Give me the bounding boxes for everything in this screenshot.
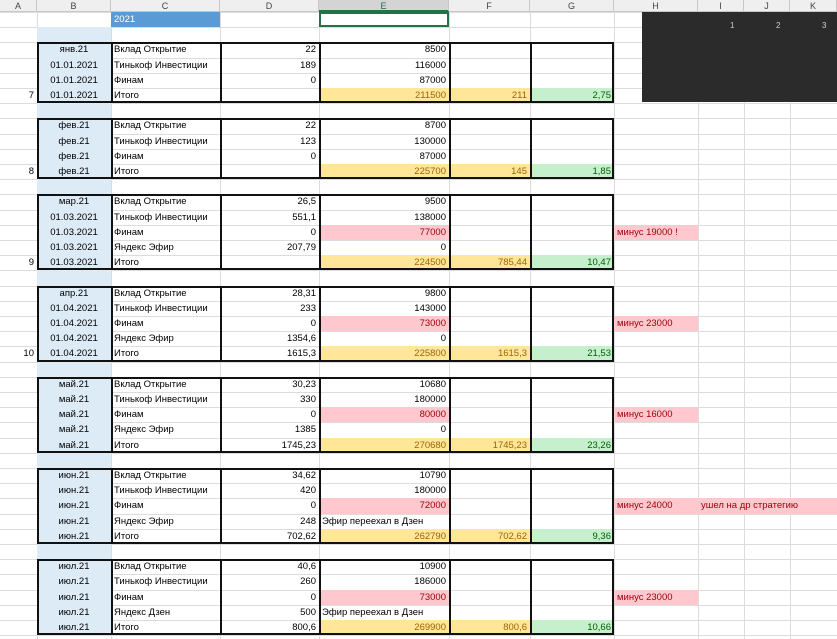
balance-cell[interactable]: 10790 bbox=[419, 470, 446, 481]
income-cell[interactable]: 0 bbox=[310, 409, 316, 421]
block-inner-border bbox=[319, 559, 321, 635]
total-balance-cell[interactable]: 211500 bbox=[319, 88, 449, 103]
block-inner-border bbox=[449, 42, 451, 103]
comment-cell[interactable]: минус 24000 bbox=[614, 498, 698, 513]
block-inner-border bbox=[530, 194, 532, 270]
gridline-row bbox=[0, 362, 837, 363]
balance-cell[interactable]: 186000 bbox=[414, 576, 446, 588]
total-yield-cell[interactable]: 9,36 bbox=[530, 529, 614, 544]
account-name-cell[interactable]: Финам bbox=[114, 74, 144, 86]
income-cell[interactable]: 0 bbox=[310, 150, 316, 162]
column-header-e[interactable]: E bbox=[319, 0, 449, 12]
date-column-fill[interactable] bbox=[37, 27, 111, 42]
block-index-cell[interactable]: 7 bbox=[28, 90, 34, 101]
block-inner-border bbox=[449, 118, 451, 179]
total-label-cell[interactable]: Итого bbox=[114, 257, 139, 269]
income-cell[interactable]: 1354,6 bbox=[286, 333, 316, 345]
block-inner-border bbox=[111, 286, 113, 362]
date-cell[interactable]: 01.01.2021 bbox=[37, 58, 111, 73]
date-cell[interactable]: 01.03.2021 bbox=[37, 210, 111, 225]
account-name-cell[interactable]: Финам bbox=[114, 150, 144, 162]
total-yield-cell[interactable]: 10,66 bbox=[530, 620, 614, 635]
total-yield-cell[interactable]: 23,26 bbox=[530, 438, 614, 453]
total-balance-cell[interactable]: 262790 bbox=[319, 529, 449, 544]
comment-cell[interactable]: минус 19000 ! bbox=[614, 225, 698, 240]
account-name-cell[interactable]: Тинькоф Инвестиции bbox=[114, 59, 208, 71]
year-header-cell[interactable]: 2021 bbox=[111, 12, 220, 27]
income-cell[interactable]: 0 bbox=[310, 74, 316, 86]
total-yield-cell[interactable]: 21,53 bbox=[530, 346, 614, 361]
income-cell[interactable]: 22 bbox=[305, 44, 316, 56]
total-balance-cell[interactable]: 270680 bbox=[319, 438, 449, 453]
block-inner-border bbox=[220, 559, 222, 635]
block-inner-border bbox=[319, 194, 321, 270]
gridline-col bbox=[698, 12, 699, 639]
income-cell[interactable]: 123 bbox=[300, 135, 316, 147]
income-cell[interactable]: 30,23 bbox=[292, 378, 316, 390]
total-income-cell[interactable] bbox=[220, 88, 319, 103]
block-inner-border bbox=[220, 118, 222, 179]
account-name-cell[interactable]: Вклад Открытие bbox=[114, 287, 187, 299]
block-inner-border bbox=[449, 194, 451, 270]
block-index-cell[interactable] bbox=[0, 620, 37, 635]
block-inner-border bbox=[530, 286, 532, 362]
total-balance-cell[interactable]: 224500 bbox=[319, 255, 449, 270]
block-index-cell[interactable]: 8 bbox=[28, 166, 34, 177]
gridline-row bbox=[0, 103, 837, 104]
total-date-cell[interactable]: июн.21 bbox=[37, 529, 111, 544]
column-header-j[interactable]: J bbox=[744, 0, 790, 12]
block-inner-border bbox=[111, 559, 113, 635]
account-name-cell[interactable]: Финам bbox=[114, 318, 144, 329]
total-profit-cell[interactable]: 211 bbox=[449, 88, 530, 103]
income-cell[interactable]: 260 bbox=[300, 576, 316, 588]
gridline-col bbox=[744, 12, 745, 639]
block-inner-border bbox=[319, 118, 321, 179]
balance-cell[interactable]: 87000 bbox=[419, 74, 446, 86]
account-name-cell[interactable]: Вклад Открытие bbox=[114, 470, 187, 481]
account-name-cell[interactable]: Финам bbox=[114, 591, 144, 603]
account-name-cell[interactable]: Финам bbox=[114, 500, 144, 512]
balance-cell[interactable]: 0 bbox=[440, 424, 446, 436]
date-cell[interactable]: июл.21 bbox=[37, 605, 111, 620]
date-cell[interactable]: апр.21 bbox=[37, 286, 111, 301]
gridline-row bbox=[0, 544, 837, 545]
balance-cell[interactable]: 130000 bbox=[414, 135, 446, 147]
total-income-cell[interactable] bbox=[220, 164, 319, 179]
total-income-cell[interactable]: 800,6 bbox=[292, 622, 316, 633]
block-index-cell[interactable] bbox=[0, 529, 37, 544]
date-column-fill[interactable] bbox=[37, 103, 111, 118]
total-profit-cell[interactable]: 1615,3 bbox=[449, 346, 530, 361]
date-cell[interactable]: май.21 bbox=[37, 377, 111, 392]
income-cell[interactable]: 551,1 bbox=[292, 211, 316, 223]
block-inner-border bbox=[449, 377, 451, 453]
date-cell[interactable]: июл.21 bbox=[37, 574, 111, 589]
income-cell[interactable]: 207,79 bbox=[286, 242, 316, 253]
total-yield-cell[interactable]: 10,47 bbox=[530, 255, 614, 270]
total-profit-cell[interactable]: 800,6 bbox=[449, 620, 530, 635]
date-cell[interactable]: фев.21 bbox=[37, 118, 111, 133]
balance-cell[interactable]: 143000 bbox=[414, 302, 446, 314]
account-name-cell[interactable]: Финам bbox=[114, 226, 144, 238]
date-column-fill[interactable] bbox=[37, 270, 111, 285]
block-inner-border bbox=[111, 377, 113, 453]
block-inner-border bbox=[449, 468, 451, 544]
date-cell[interactable]: янв.21 bbox=[37, 42, 111, 57]
comment-extra-cell[interactable]: ушел на др стратегию bbox=[698, 498, 837, 513]
account-name-cell[interactable]: Тинькоф Инвестиции bbox=[114, 302, 208, 314]
block-inner-border bbox=[530, 377, 532, 453]
total-date-cell[interactable]: фев.21 bbox=[37, 164, 111, 179]
date-cell[interactable]: 01.04.2021 bbox=[37, 316, 111, 331]
comment-cell[interactable]: минус 16000 bbox=[614, 407, 698, 422]
total-income-cell[interactable]: 1615,3 bbox=[286, 348, 316, 360]
total-profit-cell[interactable]: 145 bbox=[449, 164, 530, 179]
date-cell[interactable]: 01.04.2021 bbox=[37, 301, 111, 316]
income-cell[interactable]: 189 bbox=[300, 59, 316, 71]
date-column-fill[interactable] bbox=[37, 362, 111, 377]
total-balance-cell[interactable]: 225800 bbox=[319, 346, 449, 361]
total-balance-cell[interactable]: 225700 bbox=[319, 164, 449, 179]
balance-cell[interactable]: 9500 bbox=[424, 196, 446, 208]
total-yield-cell[interactable]: 2,75 bbox=[530, 88, 614, 103]
block-inner-border bbox=[111, 194, 113, 270]
balance-cell[interactable]: 73000 bbox=[319, 316, 449, 331]
balance-cell[interactable]: 8700 bbox=[424, 120, 446, 132]
total-income-cell[interactable]: 1745,23 bbox=[281, 439, 316, 451]
column-header-k[interactable]: K bbox=[790, 0, 837, 12]
income-cell[interactable]: 34,62 bbox=[292, 470, 316, 481]
total-date-cell[interactable]: май.21 bbox=[37, 438, 111, 453]
income-cell[interactable]: 420 bbox=[300, 485, 316, 497]
balance-cell[interactable]: 10900 bbox=[419, 561, 446, 573]
total-date-cell[interactable]: 01.04.2021 bbox=[37, 346, 111, 361]
income-cell[interactable]: 40,6 bbox=[297, 561, 316, 573]
account-name-cell[interactable]: Тинькоф Инвестиции bbox=[114, 576, 208, 588]
income-cell[interactable]: 22 bbox=[305, 120, 316, 132]
date-cell[interactable]: 01.03.2021 bbox=[37, 225, 111, 240]
gridline-row bbox=[0, 179, 837, 180]
balance-cell[interactable]: 8500 bbox=[424, 44, 446, 56]
date-column-fill[interactable] bbox=[37, 544, 111, 559]
comment-cell[interactable]: минус 23000 bbox=[614, 590, 698, 605]
overlay-number-1: 1 bbox=[730, 21, 735, 30]
total-income-cell[interactable]: 702,62 bbox=[286, 530, 316, 542]
block-inner-border bbox=[220, 42, 222, 103]
balance-cell[interactable]: 0 bbox=[440, 242, 446, 253]
total-label-cell[interactable]: Итого bbox=[114, 90, 139, 101]
income-cell[interactable]: 0 bbox=[310, 318, 316, 329]
block-inner-border bbox=[319, 468, 321, 544]
date-cell[interactable]: 01.04.2021 bbox=[37, 331, 111, 346]
total-date-cell[interactable]: 01.01.2021 bbox=[37, 88, 111, 103]
account-name-cell[interactable]: Яндекс Эфир bbox=[114, 424, 174, 436]
date-cell[interactable]: фев.21 bbox=[37, 149, 111, 164]
income-cell[interactable]: 248 bbox=[300, 515, 316, 527]
block-inner-border bbox=[319, 42, 321, 103]
balance-cell[interactable]: 9800 bbox=[424, 287, 446, 299]
account-name-cell[interactable]: Яндекс Дзен bbox=[114, 606, 171, 618]
gridline-col bbox=[790, 12, 791, 639]
date-cell[interactable]: 01.03.2021 bbox=[37, 240, 111, 255]
income-cell[interactable]: 26,5 bbox=[297, 196, 316, 208]
overlay-number-3: 3 bbox=[822, 21, 827, 30]
balance-cell[interactable]: 116000 bbox=[415, 59, 446, 71]
total-profit-cell[interactable]: 1745,23 bbox=[449, 438, 530, 453]
total-yield-cell[interactable]: 1,85 bbox=[530, 164, 614, 179]
block-inner-border bbox=[220, 194, 222, 270]
block-inner-border bbox=[220, 468, 222, 544]
date-column-fill[interactable] bbox=[37, 453, 111, 468]
date-cell[interactable]: июн.21 bbox=[37, 483, 111, 498]
date-cell[interactable]: май.21 bbox=[37, 422, 111, 437]
account-name-cell[interactable]: Яндекс Эфир bbox=[114, 333, 174, 345]
block-index-cell[interactable] bbox=[0, 438, 37, 453]
total-label-cell[interactable]: Итого bbox=[114, 166, 139, 177]
gridline-row bbox=[0, 270, 837, 271]
date-cell[interactable]: июн.21 bbox=[37, 514, 111, 529]
income-cell[interactable]: 233 bbox=[300, 302, 316, 314]
selected-cell-e1[interactable] bbox=[319, 12, 449, 27]
balance-cell[interactable]: 0 bbox=[440, 333, 446, 345]
total-profit-cell[interactable]: 702,62 bbox=[449, 529, 530, 544]
date-cell[interactable]: фев.21 bbox=[37, 134, 111, 149]
balance-cell[interactable]: 180000 bbox=[414, 394, 446, 405]
block-inner-border bbox=[220, 377, 222, 453]
income-cell[interactable]: 0 bbox=[310, 591, 316, 603]
balance-note-cell[interactable]: Эфир переехал в Дзен bbox=[322, 606, 424, 618]
dark-overlay-window bbox=[642, 12, 837, 102]
overlay-number-2: 2 bbox=[776, 21, 781, 30]
balance-cell[interactable]: 80000 bbox=[319, 407, 449, 422]
income-cell[interactable]: 28,31 bbox=[292, 287, 316, 299]
column-header-i[interactable]: I bbox=[698, 0, 744, 12]
account-name-cell[interactable]: Тинькоф Инвестиции bbox=[114, 394, 208, 405]
column-header-g[interactable]: G bbox=[530, 0, 614, 12]
block-inner-border bbox=[530, 559, 532, 635]
balance-cell[interactable]: 10680 bbox=[419, 378, 446, 390]
total-label-cell[interactable]: Итого bbox=[114, 439, 139, 451]
block-inner-border bbox=[111, 42, 113, 103]
account-name-cell[interactable]: Вклад Открытие bbox=[114, 196, 187, 208]
total-income-cell[interactable] bbox=[220, 255, 319, 270]
column-header-b[interactable]: B bbox=[37, 0, 111, 12]
block-inner-border bbox=[220, 286, 222, 362]
account-name-cell[interactable]: Тинькоф Инвестиции bbox=[114, 485, 208, 497]
total-label-cell[interactable]: Итого bbox=[114, 348, 139, 360]
block-inner-border bbox=[530, 468, 532, 544]
balance-cell[interactable]: 73000 bbox=[319, 590, 449, 605]
column-header-d[interactable]: D bbox=[220, 0, 319, 12]
total-label-cell[interactable]: Итого bbox=[114, 530, 139, 542]
block-inner-border bbox=[449, 286, 451, 362]
date-column-fill[interactable] bbox=[37, 179, 111, 194]
total-balance-cell[interactable]: 269900 bbox=[319, 620, 449, 635]
balance-cell[interactable]: 72000 bbox=[319, 498, 449, 513]
block-inner-border bbox=[111, 468, 113, 544]
date-cell[interactable]: май.21 bbox=[37, 407, 111, 422]
account-name-cell[interactable]: Вклад Открытие bbox=[114, 561, 187, 573]
column-header-h[interactable]: H bbox=[614, 0, 698, 12]
date-cell[interactable]: июл.21 bbox=[37, 590, 111, 605]
date-cell[interactable]: 01.01.2021 bbox=[37, 73, 111, 88]
total-date-cell[interactable]: июл.21 bbox=[37, 620, 111, 635]
block-inner-border bbox=[319, 286, 321, 362]
balance-cell[interactable]: 77000 bbox=[319, 225, 449, 240]
gridline-row bbox=[0, 635, 837, 636]
block-index-cell[interactable]: 9 bbox=[28, 257, 34, 269]
total-profit-cell[interactable]: 785,44 bbox=[449, 255, 530, 270]
block-inner-border bbox=[111, 118, 113, 179]
income-cell[interactable]: 500 bbox=[300, 606, 316, 618]
block-inner-border bbox=[319, 377, 321, 453]
date-cell[interactable]: май.21 bbox=[37, 392, 111, 407]
account-name-cell[interactable]: Вклад Открытие bbox=[114, 44, 187, 56]
date-cell[interactable]: июн.21 bbox=[37, 468, 111, 483]
account-name-cell[interactable]: Вклад Открытие bbox=[114, 120, 187, 132]
total-label-cell[interactable]: Итого bbox=[114, 622, 139, 633]
date-cell[interactable]: мар.21 bbox=[37, 194, 111, 209]
block-inner-border bbox=[449, 559, 451, 635]
balance-cell[interactable]: 138000 bbox=[414, 211, 446, 223]
block-inner-border bbox=[530, 42, 532, 103]
total-date-cell[interactable]: 01.03.2021 bbox=[37, 255, 111, 270]
date-cell[interactable]: июл.21 bbox=[37, 559, 111, 574]
income-cell[interactable]: 1385 bbox=[294, 424, 316, 436]
column-header-f[interactable]: F bbox=[449, 0, 530, 12]
balance-cell[interactable]: 87000 bbox=[419, 150, 446, 162]
account-name-cell[interactable]: Тинькоф Инвестиции bbox=[114, 135, 208, 147]
account-name-cell[interactable]: Яндекс Эфир bbox=[114, 515, 174, 527]
income-cell[interactable]: 330 bbox=[300, 394, 316, 405]
balance-cell[interactable]: 180000 bbox=[414, 485, 446, 497]
account-name-cell[interactable]: Яндекс Эфир bbox=[114, 242, 174, 253]
account-name-cell[interactable]: Тинькоф Инвестиции bbox=[114, 211, 208, 223]
column-header-c[interactable]: C bbox=[111, 0, 220, 12]
date-cell[interactable]: июн.21 bbox=[37, 498, 111, 513]
balance-note-cell[interactable]: Эфир переехал в Дзен bbox=[322, 515, 424, 527]
account-name-cell[interactable]: Финам bbox=[114, 409, 144, 421]
gridline-row bbox=[0, 453, 837, 454]
comment-cell[interactable]: минус 23000 bbox=[614, 316, 698, 331]
block-inner-border bbox=[530, 118, 532, 179]
column-header-a[interactable]: A bbox=[0, 0, 37, 12]
income-cell[interactable]: 0 bbox=[310, 500, 316, 512]
account-name-cell[interactable]: Вклад Открытие bbox=[114, 378, 187, 390]
income-cell[interactable]: 0 bbox=[310, 226, 316, 238]
block-index-cell[interactable]: 10 bbox=[23, 348, 34, 360]
